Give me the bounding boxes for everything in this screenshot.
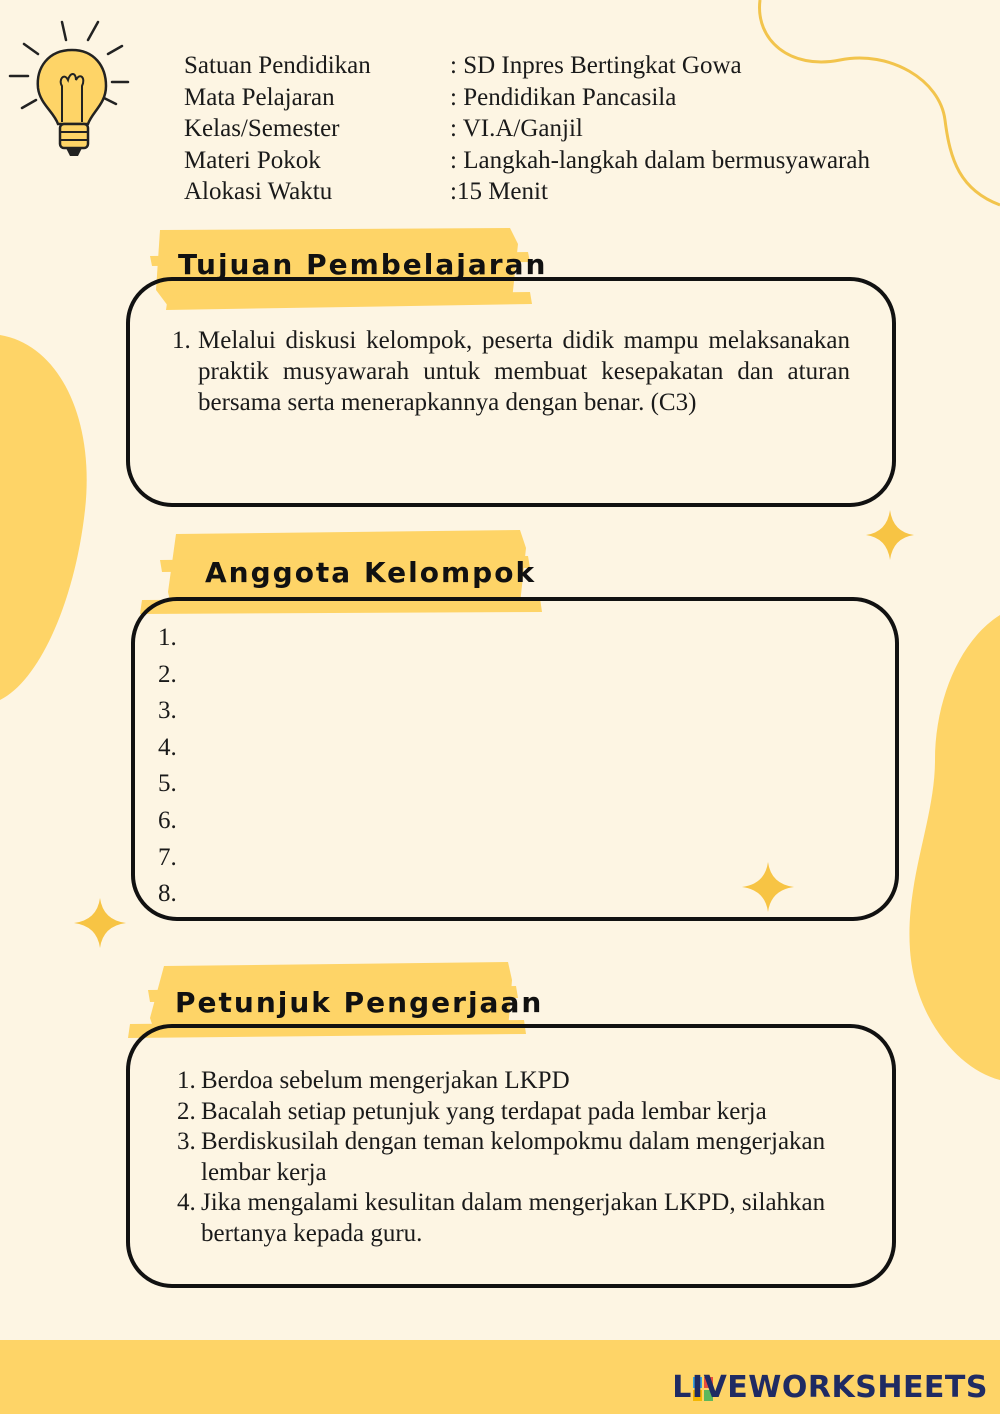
sparkle-icon xyxy=(74,898,126,948)
member-line[interactable]: 1. xyxy=(158,624,177,651)
info-value: :15 Menit xyxy=(450,178,548,205)
member-line[interactable]: 5. xyxy=(158,770,177,798)
member-line[interactable]: 6. xyxy=(158,806,177,834)
anggota-title: Anggota Kelompok xyxy=(205,556,537,589)
info-value: : Langkah-langkah dalam bermusyawarah xyxy=(450,146,870,174)
info-label: Kelas/Semester xyxy=(184,115,340,142)
instruction-list xyxy=(177,1066,867,1249)
instruction-text: Berdoa sebelum mengerjakan LKPD xyxy=(201,1067,570,1094)
instruction-number: 1. xyxy=(177,1067,196,1094)
instruction-number: 2. xyxy=(177,1097,196,1125)
petunjuk-title: Petunjuk Pengerjaan xyxy=(175,986,544,1019)
sparkle-icon xyxy=(866,510,914,560)
instruction-number: 3. xyxy=(177,1128,196,1155)
info-label: Mata Pelajaran xyxy=(184,83,335,111)
member-line[interactable]: 2. xyxy=(158,660,177,688)
instruction-item xyxy=(177,1066,867,1097)
info-value: : VI.A/Ganjil xyxy=(450,115,583,142)
instruction-item xyxy=(177,1127,867,1188)
instruction-item xyxy=(177,1188,867,1249)
tujuan-title: Tujuan Pembelajaran xyxy=(178,248,548,281)
tujuan-item-text: Melalui diskusi kelompok, peserta didik mampu melaksanakan praktik musyawarah untuk membuat kesepakatan dan aturan bersama serta menerapkannya dengan benar. (C3) xyxy=(198,327,850,416)
info-value: : Pendidikan Pancasila xyxy=(450,83,677,111)
member-line[interactable]: 7. xyxy=(158,843,177,871)
info-label: Alokasi Waktu xyxy=(184,178,333,205)
left-blob xyxy=(0,335,87,700)
tujuan-item xyxy=(172,325,850,418)
instruction-item xyxy=(177,1097,867,1128)
brand-logo-text[interactable]: LIVEWORKSHEETS xyxy=(672,1370,988,1405)
info-label: Satuan Pendidikan xyxy=(184,52,371,79)
info-value: : SD Inpres Bertingkat Gowa xyxy=(450,52,742,79)
tujuan-item-number: 1. xyxy=(172,327,191,354)
right-blob xyxy=(909,615,1000,1080)
info-label: Materi Pokok xyxy=(184,146,321,174)
member-line[interactable]: 3. xyxy=(158,697,177,725)
member-line[interactable]: 8. xyxy=(158,880,177,908)
instruction-text: Berdiskusilah dengan teman kelompokmu dalam mengerjakan lembar kerja xyxy=(201,1128,826,1186)
instruction-text: Bacalah setiap petunjuk yang terdapat pada lembar kerja xyxy=(201,1097,767,1125)
member-list xyxy=(158,620,177,913)
lightbulb-icon xyxy=(10,22,128,156)
instruction-number: 4. xyxy=(177,1189,196,1216)
anggota-box xyxy=(131,597,899,921)
instruction-text: Jika mengalami kesulitan dalam mengerjakan LKPD, silahkan bertanya kepada guru. xyxy=(201,1189,826,1247)
member-line[interactable]: 4. xyxy=(158,733,177,761)
